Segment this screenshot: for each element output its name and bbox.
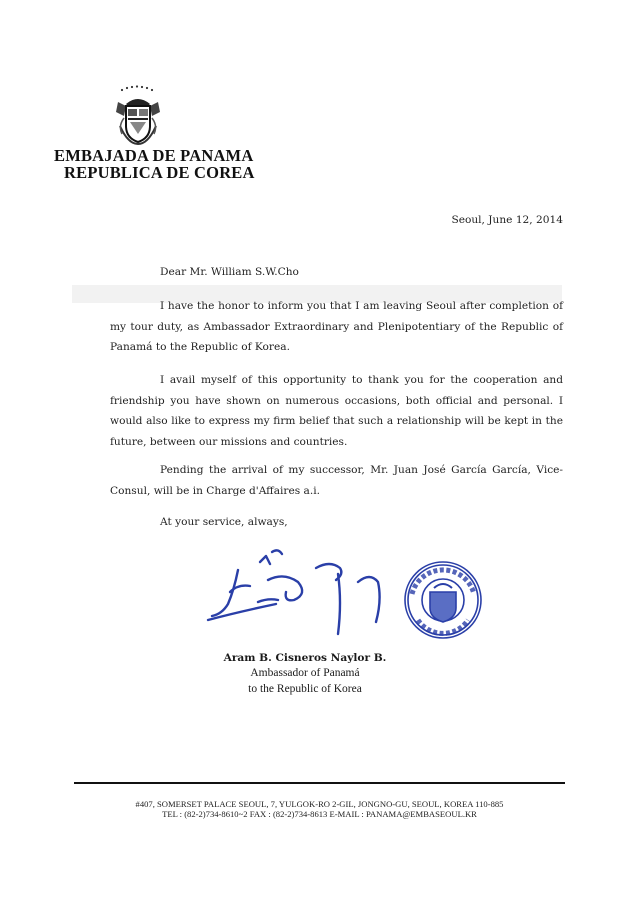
embassy-name: EMBAJADA DE PANAMA [54,146,254,165]
closing: At your service, always, [160,516,288,528]
signatory-title-country: to the Republic of Korea [248,683,362,695]
panama-coat-of-arms-icon [106,82,170,148]
signatory-name: Aram B. Cisneros Naylor B. [223,652,387,664]
footer-divider [74,782,565,784]
footer-contact: TEL : (82-2)734-8610~2 FAX : (82-2)734-8613 E-MAIL : PANAMA@EMBASEOUL.KR [162,809,477,819]
letter-date: Seoul, June 12, 2014 [451,214,563,226]
paragraph-1: I have the honor to inform you that I am leaving Seoul after completion of my tour duty, as Ambassador Extraordinary and Plenipotentiary of the Republic of Panamá to the Republic of Korea. [110,300,563,353]
footer-address: #407, SOMERSET PALACE SEOUL, 7, YULGOK-RO 2-GIL, JONGNO-GU, SEOUL, KOREA 110-885 [135,799,504,809]
salutation: Dear Mr. William S.W.Cho [160,266,299,278]
embassy-seal [405,562,481,638]
embassy-country: REPUBLICA DE COREA [64,163,255,182]
signature-with-seal [198,542,498,642]
signatory-title: Ambassador of Panamá [250,667,360,679]
handwritten-signature [208,550,380,634]
paragraph-3: Pending the arrival of my successor, Mr. Juan José García García, Vice-Consul, will be in Charge d'Affaires a.i. [110,464,563,497]
paragraph-2: I avail myself of this opportunity to thank you for the cooperation and friendship you have shown on numerous occasions, both official and personal. I would also like to express my firm belief that such a relationship will be kept in the future, between our missions and countries. [110,374,563,448]
